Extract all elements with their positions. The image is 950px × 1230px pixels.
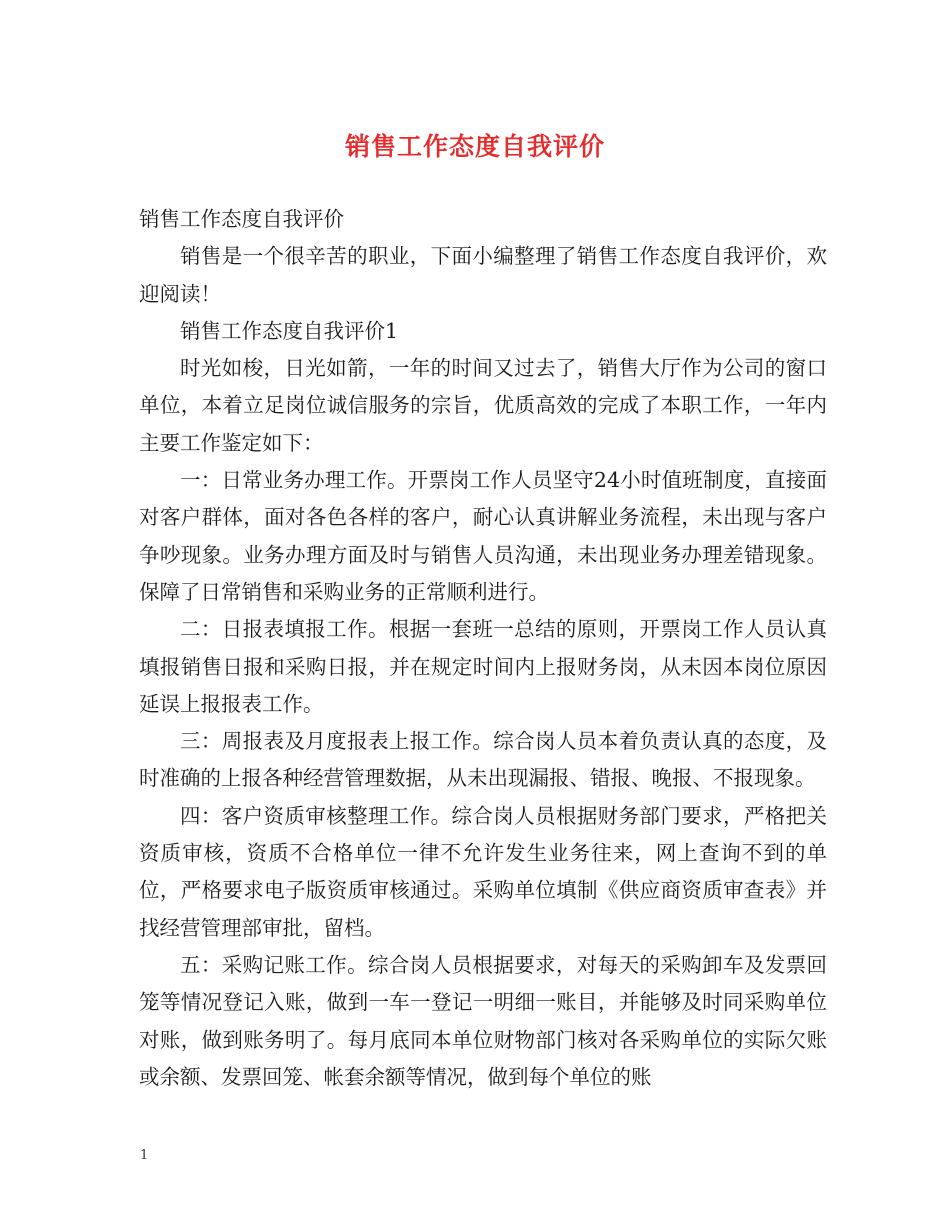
paragraph-item-5: 五：采购记账工作。综合岗人员根据要求，对每天的采购卸车及发票回笼等情况登记入账，做到一车一登记一明细一账目，并能够及时同采购单位对账，做到账务明了。每月底同本单位财物部门核对各采购单位的实际欠账或余额、发票回笼、帐套余额等情况，做到每个单位的账 <box>139 952 827 1089</box>
paragraph-item-4: 四：客户资质审核整理工作。综合岗人员根据财务部门要求，严格把关资质审核，资质不合格单位一律不允许发生业务往来，网上查询不到的单位，严格要求电子版资质审核通过。采购单位填制《供应商资质审查表》并找经营管理部审批，留档。 <box>139 803 827 940</box>
paragraph-item-1: 一：日常业务办理工作。开票岗工作人员坚守24小时值班制度，直接面对客户群体，面对各色各样的客户，耐心认真讲解业务流程，未出现与客户争吵现象。业务办理方面及时与销售人员沟通，未出现业务办理差错现象。保障了日常销售和采购业务的正常顺利进行。 <box>139 468 827 604</box>
paragraph-overview: 时光如梭，日光如箭，一年的时间又过去了，销售大厅作为公司的窗口单位，本着立足岗位诚信服务的宗旨，优质高效的完成了本职工作，一年内主要工作鉴定如下： <box>139 356 827 455</box>
intro-paragraph: 销售是一个很辛苦的职业，下面小编整理了销售工作态度自我评价，欢迎阅读！ <box>139 244 827 306</box>
paragraph-item-2: 二：日报表填报工作。根据一套班一总结的原则，开票岗工作人员认真填报销售日报和采购日报，并在规定时间内上报财务岗，从未因本岗位原因延误上报报表工作。 <box>139 617 827 716</box>
paragraph-item-3: 三：周报表及月度报表上报工作。综合岗人员本着负责认真的态度，及时准确的上报各种经营管理数据，从未出现漏报、错报、晚报、不报现象。 <box>139 729 827 791</box>
body-heading: 销售工作态度自我评价 <box>139 207 344 231</box>
document-body <box>139 201 827 1096</box>
document-title: 销售工作态度自我评价 <box>344 132 605 161</box>
page-number: 1 <box>140 1148 149 1163</box>
section-heading: 销售工作态度自我评价1 <box>180 318 399 343</box>
